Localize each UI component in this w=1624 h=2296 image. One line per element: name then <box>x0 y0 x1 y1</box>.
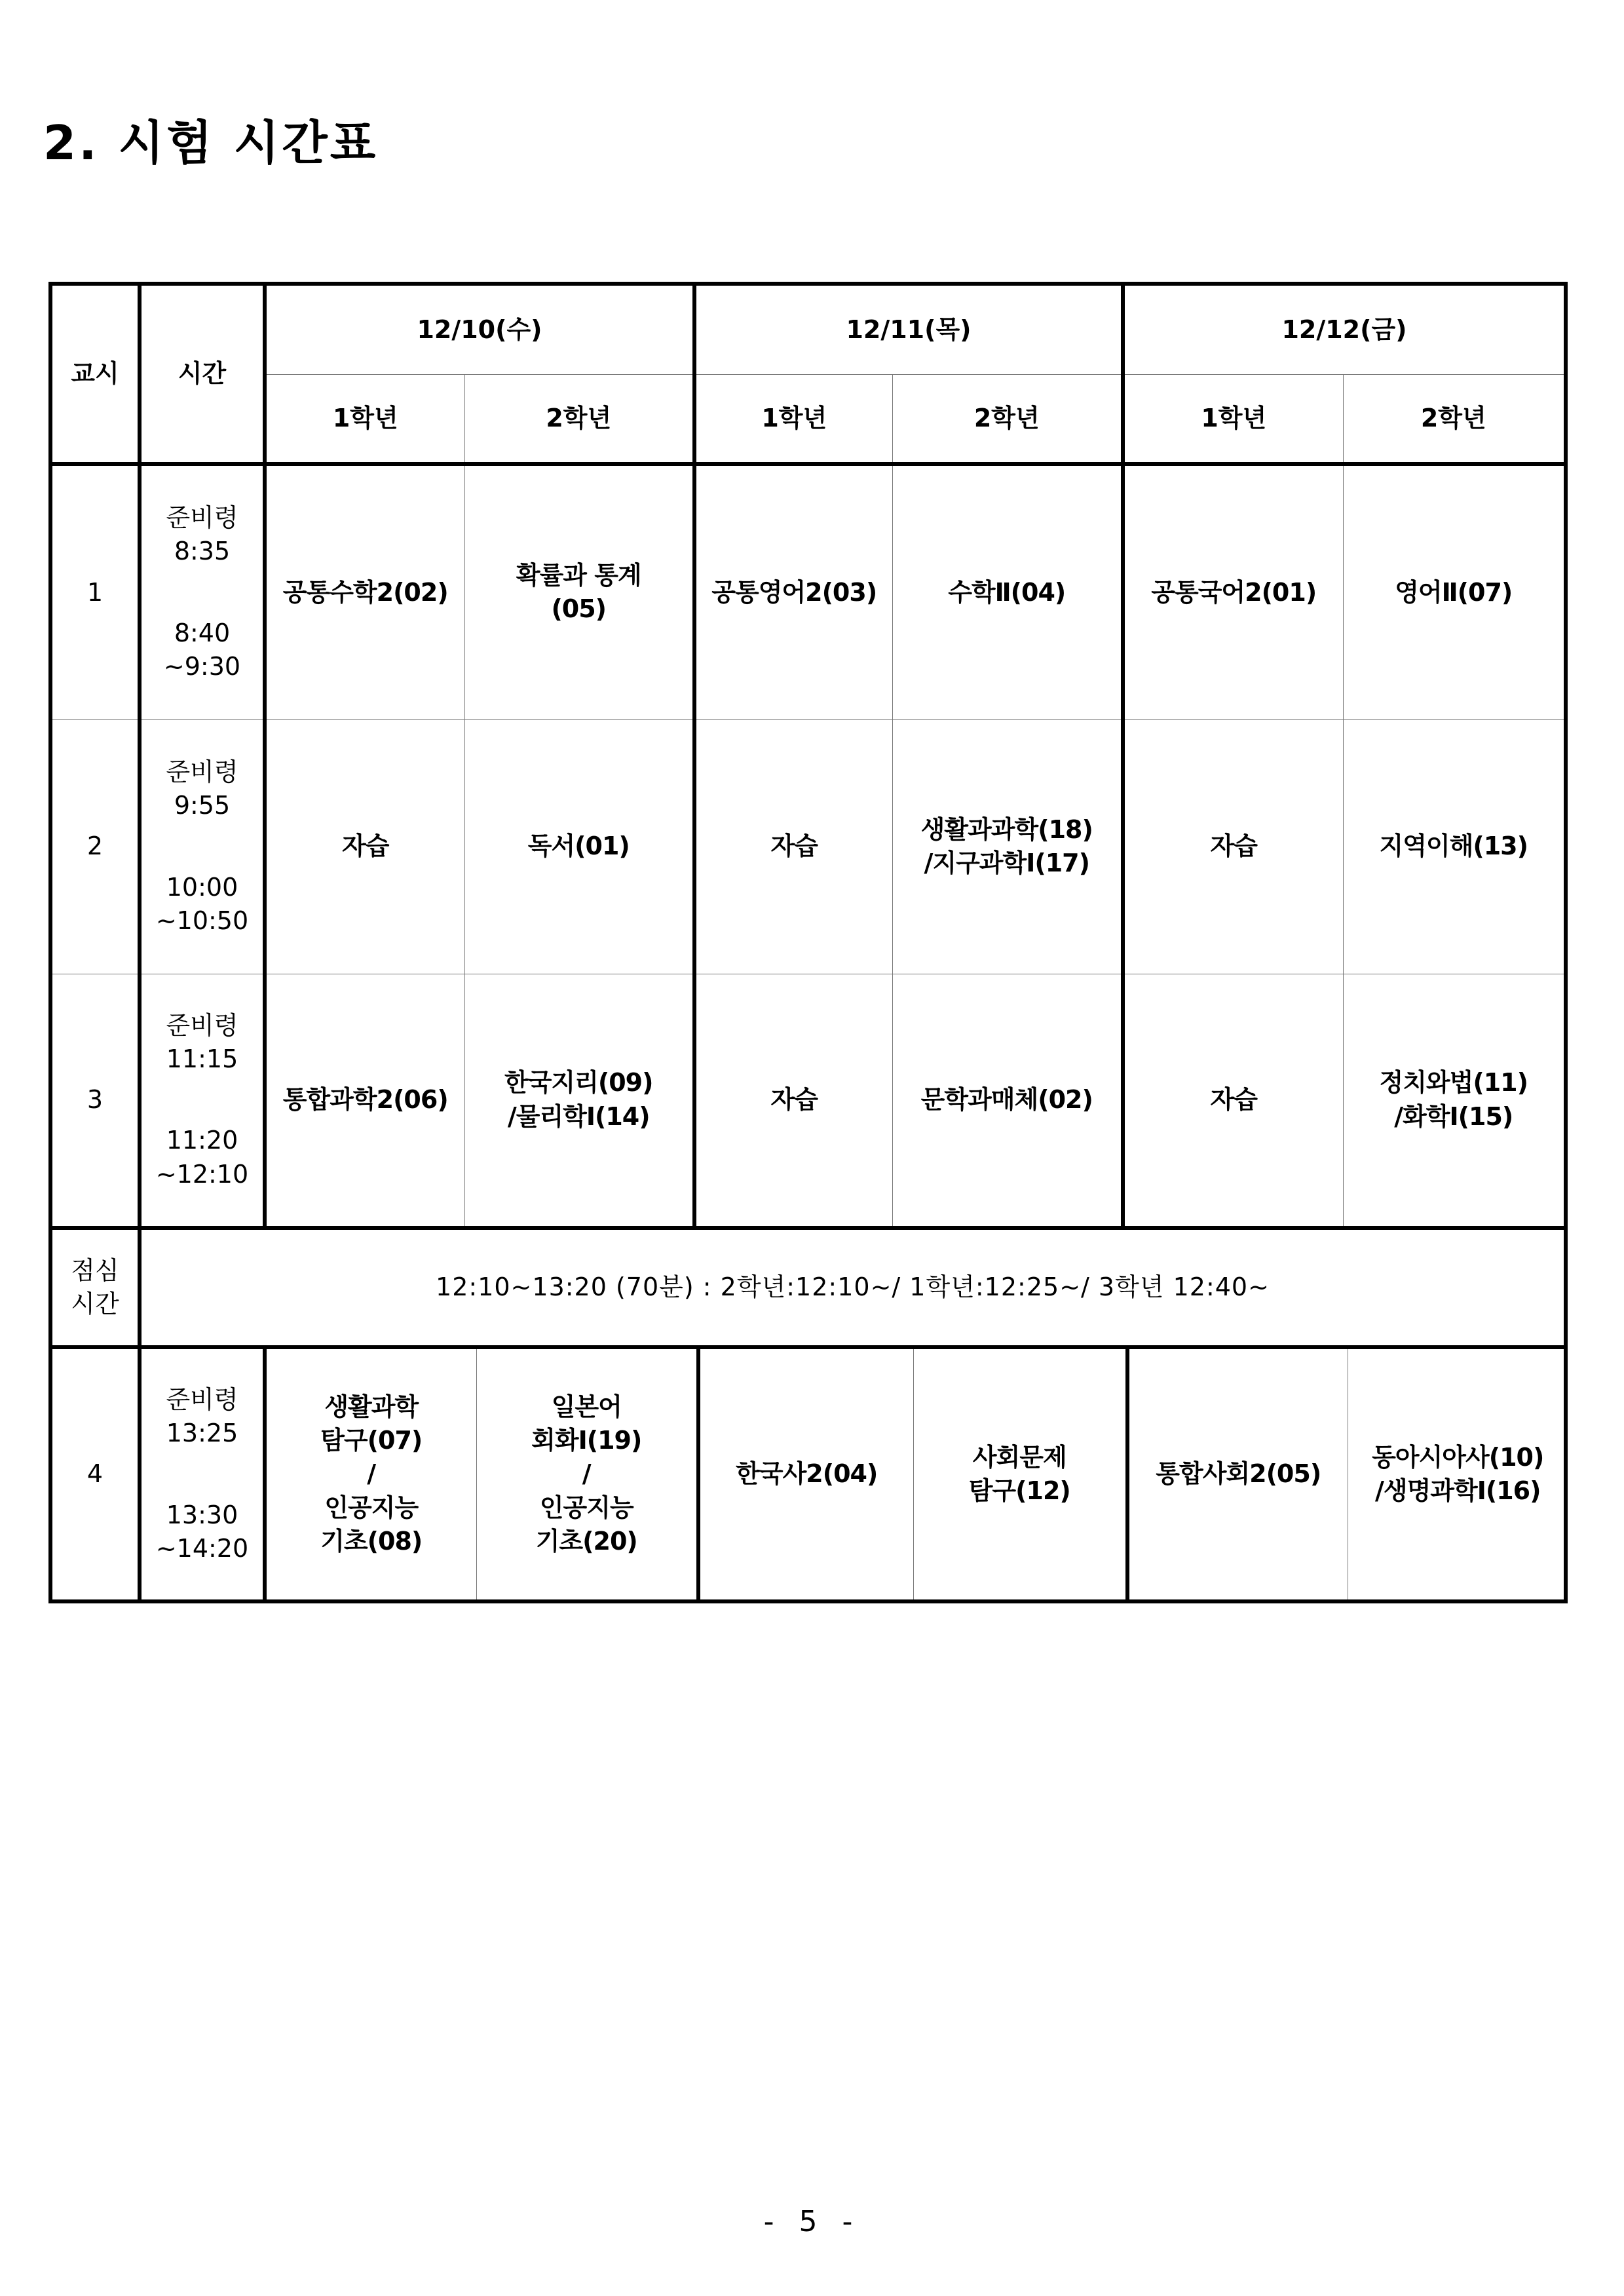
subject: /물리학Ⅰ(14) <box>507 1101 650 1131</box>
subject-cell <box>1123 719 1343 974</box>
table-row <box>50 719 1566 974</box>
header-period: 교시 <box>50 284 140 464</box>
subject-cell <box>1123 974 1343 1228</box>
subject: 공통국어2(01) <box>1151 577 1317 607</box>
time-cell <box>140 719 265 974</box>
subject-cell <box>464 464 694 719</box>
prep-bell-label: 준비령 <box>166 757 238 786</box>
table-row <box>50 974 1566 1228</box>
row4-subjects <box>265 1347 1566 1601</box>
header-date-1: 12/10(수) <box>265 284 694 374</box>
prep-time: 9:55 <box>174 791 231 820</box>
subject: 동아시아사(10) <box>1372 1442 1544 1472</box>
subject: 자습 <box>342 832 389 861</box>
start-time: 8:40 <box>174 618 231 647</box>
header-grade: 1학년 <box>265 374 464 464</box>
subject-cell <box>694 464 892 719</box>
subject: 지역이해(13) <box>1379 832 1528 861</box>
subject-cell <box>265 974 464 1228</box>
period-number: 1 <box>50 464 140 719</box>
subject-cell <box>1343 974 1566 1228</box>
end-time: ~10:50 <box>155 906 249 935</box>
end-time: ~9:30 <box>163 652 241 681</box>
time-cell <box>140 464 265 719</box>
subject-cell <box>1348 1349 1568 1599</box>
subject: 회화Ⅰ(19) <box>531 1426 642 1455</box>
subject-cell <box>1343 464 1566 719</box>
subject: 기초(08) <box>320 1526 423 1556</box>
subject: /생명과학Ⅰ(16) <box>1375 1476 1541 1505</box>
subject-cell <box>265 464 464 719</box>
header-grade: 2학년 <box>1343 374 1566 464</box>
subject-cell <box>1127 1349 1348 1599</box>
end-time: ~14:20 <box>155 1533 249 1563</box>
subject-cell <box>892 464 1123 719</box>
subject-cell <box>694 974 892 1228</box>
subject: 통합사회2(05) <box>1156 1459 1321 1489</box>
header-date-2: 12/11(목) <box>694 284 1123 374</box>
header-grade: 1학년 <box>1123 374 1343 464</box>
prep-time: 11:15 <box>166 1044 238 1073</box>
header-grade: 1학년 <box>694 374 892 464</box>
subject: 한국지리(09) <box>504 1068 653 1098</box>
subject: 자습 <box>1210 1085 1257 1115</box>
start-time: 13:30 <box>166 1500 238 1529</box>
subject-cell <box>265 719 464 974</box>
subject-cell <box>1343 719 1566 974</box>
period-number: 2 <box>50 719 140 974</box>
subject: 생활과과학(18) <box>920 814 1093 844</box>
subject: 사회문제 <box>972 1442 1067 1472</box>
subject-cell <box>464 974 694 1228</box>
header-grade: 2학년 <box>464 374 694 464</box>
subject-cell <box>892 974 1123 1228</box>
end-time: ~12:10 <box>155 1159 249 1189</box>
header-grade: 2학년 <box>892 374 1123 464</box>
subject: 공통영어2(03) <box>711 577 877 607</box>
subject: /지구과학Ⅰ(17) <box>924 849 1089 877</box>
time-cell <box>140 974 265 1228</box>
lunch-label <box>50 1228 140 1347</box>
subject-cell <box>892 719 1123 974</box>
lunch-label-line: 점심 <box>71 1255 119 1285</box>
subject-cell <box>1123 464 1343 719</box>
subject: 인공지능 <box>539 1493 633 1522</box>
header-time: 시간 <box>140 284 265 464</box>
subject: 일본어 <box>551 1392 622 1421</box>
subject-cell <box>464 719 694 974</box>
section-title: 2. 시험 시간표 <box>43 115 379 170</box>
time-cell <box>140 1347 265 1601</box>
lunch-row <box>50 1228 1566 1347</box>
prep-time: 8:35 <box>174 537 231 566</box>
subject-cell <box>267 1349 476 1599</box>
subject: 확률과 통계 <box>516 560 641 590</box>
start-time: 10:00 <box>166 872 238 902</box>
subject: 자습 <box>770 1085 818 1115</box>
subject-cell <box>476 1349 698 1599</box>
subject: 통합과학2(06) <box>282 1085 448 1115</box>
period-number: 4 <box>50 1347 140 1601</box>
subject: 탐구(12) <box>968 1476 1070 1505</box>
subject: 문학과매체(02) <box>920 1085 1093 1115</box>
subject: 자습 <box>770 832 818 861</box>
subject: 공통수학2(02) <box>282 577 448 607</box>
subject: 한국사2(04) <box>736 1459 878 1489</box>
subject: 수학Ⅱ(04) <box>948 577 1066 607</box>
subject-cell <box>694 719 892 974</box>
subject-cell <box>913 1349 1127 1599</box>
start-time: 11:20 <box>166 1126 238 1155</box>
prep-bell-label: 준비령 <box>166 503 238 533</box>
period-number: 3 <box>50 974 140 1228</box>
subject-code: (05) <box>551 594 607 624</box>
subject: 정치와법(11) <box>1379 1068 1528 1098</box>
lunch-schedule: 12:10~13:20 (70분) : 2학년:12:10~/ 1학년:12:25~/ 3학년 12:40~ <box>140 1228 1566 1347</box>
header-date-3: 12/12(금) <box>1123 284 1566 374</box>
subject: 영어Ⅱ(07) <box>1395 577 1513 607</box>
subject: 자습 <box>1210 832 1257 861</box>
separator: / <box>582 1459 591 1489</box>
subject: 생활과학 <box>324 1392 419 1421</box>
exam-timetable <box>48 282 1568 1603</box>
subject: 인공지능 <box>324 1493 419 1522</box>
page-number: - 5 - <box>763 2205 861 2238</box>
subject: 기초(20) <box>535 1526 637 1556</box>
subject: /화학Ⅰ(15) <box>1394 1101 1513 1131</box>
lunch-label-line: 시간 <box>71 1290 119 1318</box>
prep-bell-label: 준비령 <box>166 1010 238 1040</box>
prep-time: 13:25 <box>166 1419 238 1448</box>
subject: 독서(01) <box>527 832 630 861</box>
subject: 탐구(07) <box>320 1426 423 1455</box>
separator: / <box>367 1459 376 1489</box>
table-row <box>50 1347 1566 1601</box>
prep-bell-label: 준비령 <box>166 1385 238 1414</box>
subject-cell <box>698 1349 913 1599</box>
table-row <box>50 464 1566 719</box>
